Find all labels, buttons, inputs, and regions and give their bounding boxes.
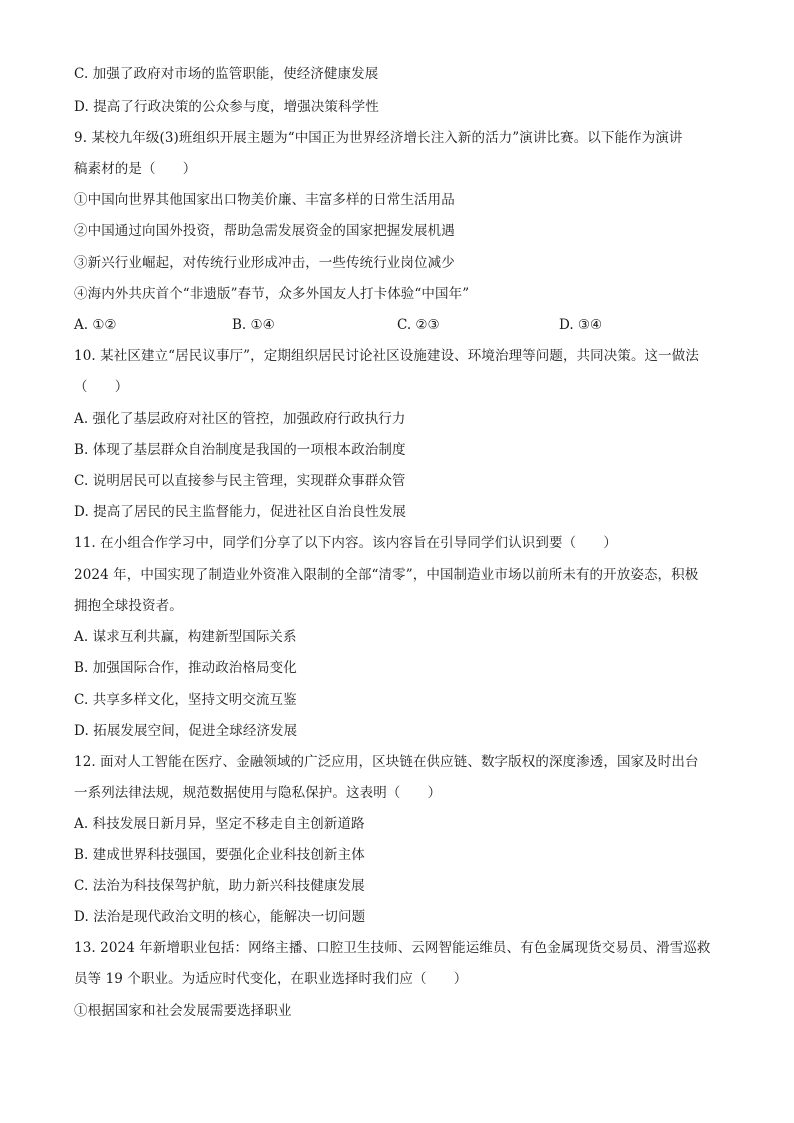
q9-item-4: ④海内外共庆首个“非遗版”春节，众多外国友人打卡体验“中国年” xyxy=(74,286,470,302)
q10-option-b: B. 体现了基层群众自治制度是我国的一项根本政治制度 xyxy=(74,442,406,458)
q13-stem-line2: 员等 19 个职业。为适应时代变化，在职业选择时我们应（ ） xyxy=(74,971,468,987)
q11-option-d: D. 拓展发展空间，促进全球经济发展 xyxy=(74,723,298,739)
q9-option-b: B. ①④ xyxy=(232,317,275,333)
q11-option-b: B. 加强国际合作，推动政治格局变化 xyxy=(74,660,297,676)
q11-stem-line1: 11. 在小组合作学习中，同学们分享了以下内容。该内容旨在引导同学们认识到要（ ） xyxy=(74,535,617,551)
q10-option-d: D. 提高了居民的民主监督能力，促进社区自治良性发展 xyxy=(74,504,407,520)
q11-option-c: C. 共享多样文化，坚持文明交流互鉴 xyxy=(74,692,297,708)
q9-option-d: D. ③④ xyxy=(559,317,603,333)
q12-option-b: B. 建成世界科技强国，要强化企业科技创新主体 xyxy=(74,847,365,863)
q11-option-a: A. 谋求互利共赢，构建新型国际关系 xyxy=(74,629,297,645)
q9-item-3: ③新兴行业崛起，对传统行业形成冲击，一些传统行业岗位减少 xyxy=(74,255,455,271)
q8-option-d: D. 提高了行政决策的公众参与度，增强决策科学性 xyxy=(74,99,379,115)
q12-stem-line1: 12. 面对人工智能在医疗、金融领域的广泛应用，区块链在供应链、数字版权的深度渗透，国家及时出台 xyxy=(74,754,699,770)
q10-option-a: A. 强化了基层政府对社区的管控，加强政府行政执行力 xyxy=(74,411,406,427)
q9-item-1: ①中国向世界其他国家出口物美价廉、丰富多样的日常生活用品 xyxy=(74,192,455,208)
q9-item-2: ②中国通过向国外投资，帮助急需发展资金的国家把握发展机遇 xyxy=(74,223,455,239)
q9-stem-line1: 9. 某校九年级(3)班组织开展主题为“中国正为世界经济增长注入新的活力”演讲比赛。以下能作为演讲 xyxy=(74,130,683,146)
q11-material-line2: 拥抱全球投资者。 xyxy=(74,598,183,614)
q10-option-c: C. 说明居民可以直接参与民主管理，实现群众事群众管 xyxy=(74,473,406,489)
q12-stem-line2: 一系列法律法规，规范数据使用与隐私保护。这表明（ ） xyxy=(74,785,442,801)
q9-option-a: A. ①② xyxy=(74,317,117,333)
q9-stem-line2: 稿素材的是（ ） xyxy=(74,161,197,177)
q8-option-c: C. 加强了政府对市场的监管职能，使经济健康发展 xyxy=(74,66,379,82)
q10-stem-line2: （ ） xyxy=(74,379,129,395)
q11-material-line1: 2024 年，中国实现了制造业外资准入限制的全部“清零”，中国制造业市场以前所未有的开放姿态，积极 xyxy=(74,567,699,583)
q12-option-a: A. 科技发展日新月异，坚定不移走自主创新道路 xyxy=(74,816,365,832)
q12-option-d: D. 法治是现代政治文明的核心，能解决一切问题 xyxy=(74,909,366,925)
q10-stem-line1: 10. 某社区建立“居民议事厅”，定期组织居民讨论社区设施建设、环境治理等问题，共同决策。这一做法 xyxy=(74,348,699,364)
q9-option-c: C. ②③ xyxy=(397,317,440,333)
q12-option-c: C. 法治为科技保驾护航，助力新兴科技健康发展 xyxy=(74,878,365,894)
q13-item-1: ①根据国家和社会发展需要选择职业 xyxy=(74,1003,292,1019)
q13-stem-line1: 13. 2024 年新增职业包括：网络主播、口腔卫生技师、云网智能运维员、有色金属现货交易员、滑雪巡救 xyxy=(74,940,711,956)
